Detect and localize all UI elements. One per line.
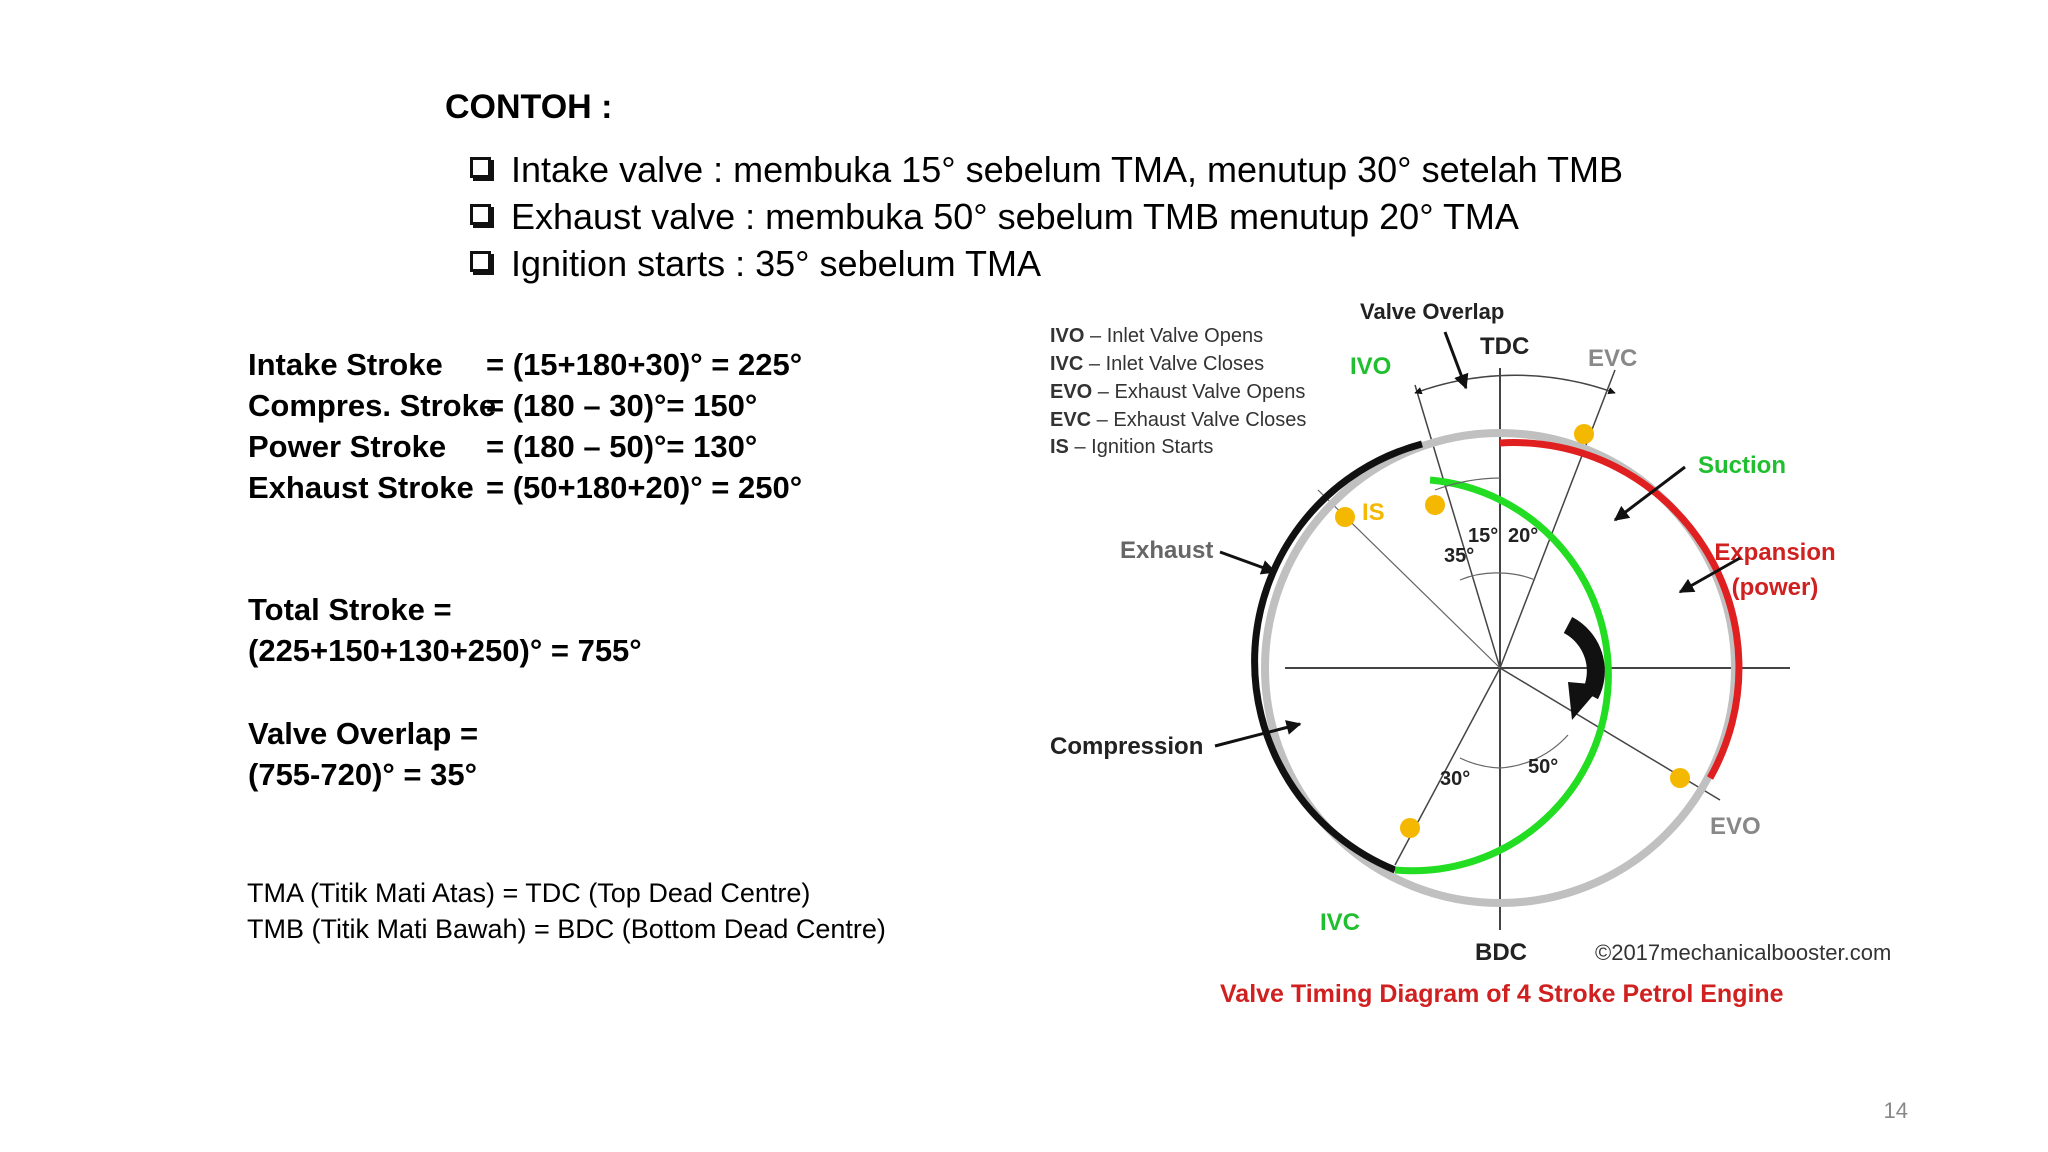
checkbox-icon <box>470 251 491 272</box>
angle-label-35: 35° <box>1444 545 1475 567</box>
tdc-label: TDC <box>1480 333 1530 360</box>
stroke-formula: = (50+180+20)° = 250° <box>486 470 803 505</box>
expansion-power-label: (power) <box>1731 574 1819 601</box>
example-list <box>470 146 1623 287</box>
tma-note: TMA (Titik Mati Atas) = TDC (Top Dead Centre) <box>247 878 811 908</box>
angle-label-20: 20° <box>1508 525 1539 547</box>
valve-overlap-title: Valve Overlap <box>1360 299 1505 324</box>
stroke-formula: = (180 – 50)°= 130° <box>486 429 758 464</box>
legend-desc: – Inlet Valve Opens <box>1084 325 1264 347</box>
suction-arc <box>1395 480 1608 871</box>
overlap-bracket <box>1415 375 1615 393</box>
compression-arrow <box>1215 724 1300 746</box>
legend-desc: – Exhaust Valve Opens <box>1092 381 1306 403</box>
evo-point <box>1670 768 1690 788</box>
ivc-point <box>1400 818 1420 838</box>
bullet-text: Intake valve : membuka 15° sebelum TMA, menutup 30° setelah TMB <box>511 149 1624 190</box>
legend-abbr: IVO <box>1050 325 1085 347</box>
evc-point <box>1574 424 1594 444</box>
ivc-label: IVC <box>1320 909 1361 936</box>
list-item <box>470 240 1623 287</box>
stroke-row <box>248 470 802 506</box>
legend-abbr: IS <box>1050 436 1069 458</box>
list-item <box>470 193 1623 240</box>
total-stroke-formula: (225+150+130+250)° = 755° <box>248 633 642 668</box>
valve-overlap-label: Valve Overlap = <box>248 716 479 751</box>
ivo-point <box>1425 495 1445 515</box>
exhaust-arrow <box>1220 552 1275 572</box>
legend-abbr: EVC <box>1050 409 1092 431</box>
exhaust-label: Exhaust <box>1120 537 1214 564</box>
angle-arc-20 <box>1500 573 1535 580</box>
bullet-text: Exhaust valve : membuka 50° sebelum TMB menutup 20° TMA <box>511 196 1519 237</box>
stroke-label: Exhaust Stroke <box>248 470 474 505</box>
bullet-text: Ignition starts : 35° sebelum TMA <box>511 243 1041 284</box>
stroke-label: Power Stroke <box>248 429 447 464</box>
radial-line-evc <box>1500 370 1615 668</box>
page-heading: CONTOH : <box>445 88 613 126</box>
legend <box>1050 325 1306 458</box>
total-stroke-label: Total Stroke = <box>248 592 452 627</box>
expansion-arc <box>1500 443 1739 778</box>
stroke-formula: = (180 – 30)°= 150° <box>486 388 758 423</box>
compression-arc <box>1255 444 1422 870</box>
legend-item <box>1050 325 1263 347</box>
stroke-label: Intake Stroke <box>248 347 443 382</box>
legend-item <box>1050 409 1306 431</box>
legend-item <box>1050 381 1305 403</box>
evc-label: EVC <box>1588 345 1638 372</box>
stroke-row <box>248 388 757 424</box>
legend-desc: – Ignition Starts <box>1068 436 1214 458</box>
checkbox-icon <box>470 157 491 178</box>
ivo-label: IVO <box>1350 353 1392 380</box>
evo-label: EVO <box>1710 813 1761 840</box>
compression-label: Compression <box>1050 733 1204 760</box>
diagram-caption: Valve Timing Diagram of 4 Stroke Petrol Engine <box>1220 980 1784 1008</box>
credit-text: ©2017mechanicalbooster.com <box>1595 940 1892 965</box>
angle-label-15: 15° <box>1468 525 1499 547</box>
overlap-arrow <box>1445 332 1466 388</box>
expansion-label: Expansion <box>1714 539 1836 566</box>
page-number: 14 <box>1883 1098 1908 1123</box>
list-item <box>470 146 1623 193</box>
legend-abbr: EVO <box>1050 381 1093 403</box>
stroke-label: Compres. Stroke <box>248 388 497 423</box>
legend-abbr: IVC <box>1050 353 1084 375</box>
stroke-row <box>248 347 802 383</box>
angle-arc-30 <box>1460 758 1500 768</box>
legend-desc: – Exhaust Valve Closes <box>1091 409 1307 431</box>
stroke-formula: = (15+180+30)° = 225° <box>486 347 803 382</box>
angle-label-30: 30° <box>1440 768 1471 790</box>
suction-label: Suction <box>1698 452 1786 479</box>
valve-timing-diagram <box>1020 290 1940 1030</box>
rotation-arrowhead <box>1568 682 1602 720</box>
bdc-label: BDC <box>1475 939 1527 966</box>
angle-arc-15 <box>1460 573 1500 580</box>
valve-overlap-formula: (755-720)° = 35° <box>248 757 478 792</box>
legend-desc: – Inlet Valve Closes <box>1083 353 1265 375</box>
stroke-row <box>248 429 757 465</box>
legend-item <box>1050 436 1213 458</box>
legend-item <box>1050 353 1264 375</box>
tmb-note: TMB (Titik Mati Bawah) = BDC (Bottom Dead Centre) <box>247 914 886 944</box>
angle-label-50: 50° <box>1528 756 1559 778</box>
is-label: IS <box>1362 499 1385 526</box>
is-point <box>1335 507 1355 527</box>
checkbox-icon <box>470 204 491 225</box>
